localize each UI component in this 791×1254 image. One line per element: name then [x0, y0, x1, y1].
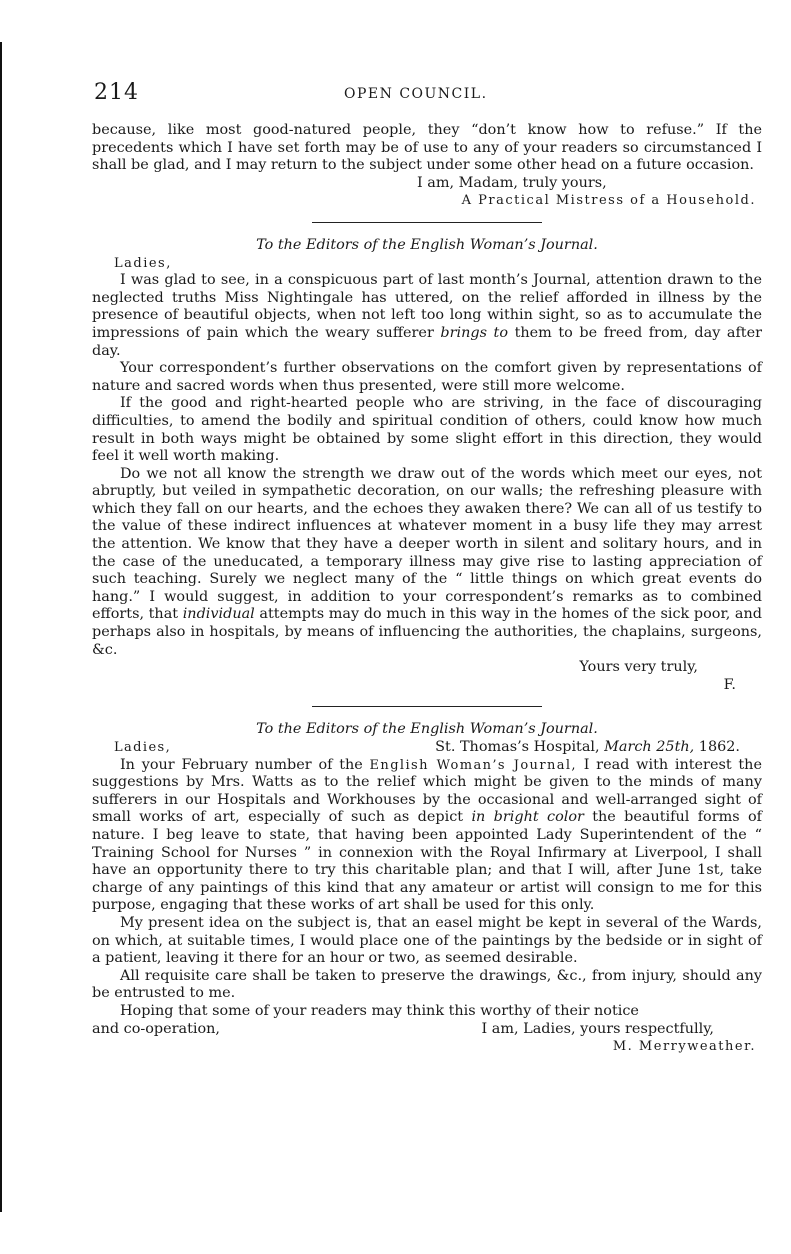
letter3-closing-right: I am, Ladies, yours respectfully, [481, 1020, 714, 1037]
letter2-salutation: Ladies, [114, 255, 172, 271]
page-edge-line [0, 42, 2, 1212]
page-number: 214 [94, 80, 139, 105]
letter3-closing-left: and co-operation, [92, 1020, 220, 1037]
letter3-salutation-row [92, 739, 762, 757]
letter2-paragraph-3: If the good and right-hearted people who are striving, in the face of discouraging difficulties, to amend the bodily and spiritual condition of others, could know how much result in both ways might be obtained by some slight effort in this direction, they would feel it well worth making. [92, 395, 762, 465]
letter3-signature: M. Merryweather. [612, 1039, 756, 1055]
letter2-paragraph-4: Do we not all know the strength we draw out of the words which meet our eyes, not abruptly, but veiled in sympathetic decoration, on our walls; the refreshing pleasure with which they fall on our hearts, and the echoes they awaken there? We can all of us testify to the value of these indirect influences at whatever moment in a busy life they may arrest the attention. We know that they have a deeper worth in silent and solitary hours, and in the case of the uneducated, a temporary illness may give rise to lasting appreciation of such teaching. Surely we neglect many of the “ little things on which great events do hang.” I would suggest, in addition to your correspondent’s remarks as to combined efforts, that individual attempts may do much in this way in the homes of the sick poor, and perhaps also in hospitals, by means of influencing the authorities, the chaplains, surgeons, &c. [92, 465, 762, 658]
letter3-salutation: Ladies, [114, 740, 172, 755]
letter2-paragraph-1: I was glad to see, in a conspicuous part of last month’s Journal, attention drawn to the neglected truths Miss Nightingale has uttered, on the relief afforded in illness by the presence of beautiful objects, when not left too long within sight, so as to accumulate the impressions of pain which the weary sufferer brings to them to be freed from, day after day. [92, 272, 762, 359]
letter3-address: St. Thomas’s Hospital, March 25th, 1862. [435, 739, 740, 755]
page-header [94, 80, 751, 110]
letter2-signature: F. [723, 676, 736, 693]
letter3-closing-row [92, 1021, 762, 1039]
letter1-signature: A Practical Mistress of a Household. [461, 193, 756, 209]
letter3-heading: To the Editors of the English Woman’s Journal. [256, 721, 598, 738]
running-title: OPEN COUNCIL. [344, 86, 488, 102]
section-divider-1 [312, 222, 542, 223]
letter1-closing-line: I am, Madam, truly yours, [417, 174, 607, 191]
letter3-paragraph-1: In your February number of the English Woman’s Journal, I read with interest the suggestions by Mrs. Watts as to the relief which might be given to the minds of many sufferers in our Hospitals and Workhouses by the occasional and well-arranged sight of small works of art, especially of such as depict in bright color the beautiful forms of nature. I beg leave to state, that having been appointed Lady Superintendent of the “ Training School for Nurses ” in connexion with the Royal Infirmary at Liverpool, I shall have an opportunity there to try this charitable plan; and that I will, after June 1st, take charge of any paintings of this kind that any amateur or artist will consign to me for this purpose, engaging that these works of art shall be used for this only. [92, 756, 762, 914]
letter1-closing-paragraph: because, like most good-natured people, they “don’t know how to refuse.” If the precedents which I have set forth may be of use to any of your readers so circumstanced I shall be glad, and I may return to the subject under some other head on a future occasion. [92, 122, 762, 174]
letter2-heading: To the Editors of the English Woman’s Journal. [256, 236, 598, 253]
letter3-paragraph-2: My present idea on the subject is, that an easel might be kept in several of the Wards, on which, at suitable times, I would place one of the paintings by the bedside or in sight of a patient, leaving it there for an hour or two, as seemed desirable. [92, 914, 762, 967]
letter2-closing: Yours very truly, [579, 659, 698, 676]
page-content [92, 122, 762, 1056]
section-divider-2 [312, 706, 542, 707]
letter2-paragraph-2: Your correspondent’s further observations on the comfort given by representations of nature and sacred words when thus presented, were still more welcome. [92, 360, 762, 394]
letter3-paragraph-4: Hoping that some of your readers may think this worthy of their notice [120, 1002, 639, 1019]
letter3-paragraph-3: All requisite care shall be taken to preserve the drawings, &c., from injury, should any be entrusted to me. [92, 967, 762, 1002]
